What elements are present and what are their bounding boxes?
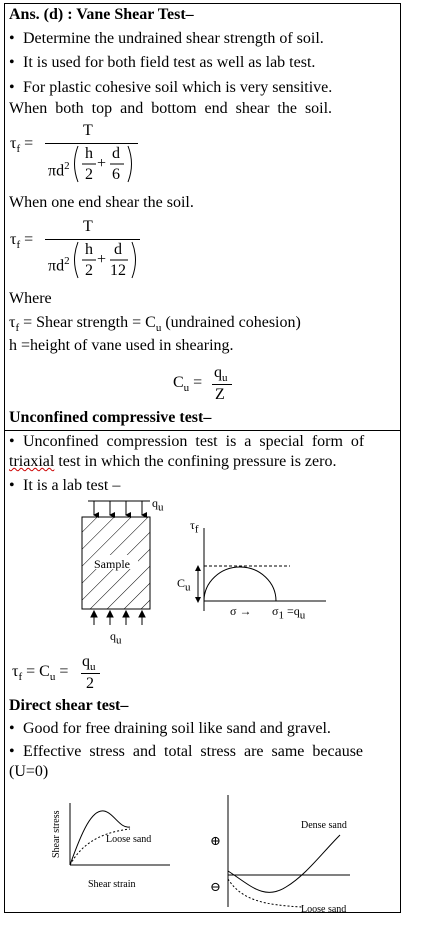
sigma1-label: $\sigma_1 =q_u$ [272, 604, 306, 622]
loose-sand-label-right: Loose sand [301, 904, 347, 915]
direct-heading: Direct shear test– [9, 697, 129, 714]
tau-axis-label: $\tau_f$ [190, 518, 199, 536]
direct-bullet-1: • Good for free draining soil like sand and gravel. [9, 720, 331, 737]
vane-bullet-3: • For plastic cohesive soil which is very sensitive. [9, 79, 333, 96]
tau-definition: $\tau_f$ = Shear strength = $C_u$ (undrained cohesion) [9, 314, 301, 335]
ucs-bullet-1-line-1: • Unconfined compression test is a special form of [9, 433, 365, 450]
direct-shear-diagrams [50, 795, 400, 915]
vane-one-end-text: When one end shear the soil. [9, 194, 194, 211]
vane-bullet-1: • Determine the undrained shear strength of soil. [9, 30, 324, 47]
qu-top-label: $q_u$ [152, 496, 164, 514]
plus-circle-icon: ⊕ [210, 833, 221, 848]
sample-label: Sample [94, 557, 130, 571]
section-divider [4, 430, 401, 431]
vane-bullet-2: • It is used for both field test as well as lab test. [9, 54, 316, 71]
bullet-icon: • [9, 743, 15, 760]
cu-label: $C_u$ [177, 576, 191, 594]
qu-bottom-label: $q_u$ [110, 629, 122, 647]
direct-bullet-2-line-1: • Effective stress and total stress are same because [9, 743, 364, 760]
sigma-axis-label: σ → [230, 604, 252, 618]
ucs-bullet-1-line-2: triaxial test in which the confining pressure is zero. [9, 453, 337, 470]
h-definition: h =height of vane used in shearing. [9, 337, 234, 354]
direct-bullet-2-line-2: (U=0) [9, 763, 49, 780]
bullet-icon: • [9, 433, 15, 450]
bullet-icon: • [9, 54, 15, 71]
dense-sand-label: Dense sand [301, 820, 347, 831]
ucs-heading: Unconfined compressive test– [9, 409, 212, 426]
vane-heading: Ans. (d) : Vane Shear Test– [9, 6, 194, 23]
loose-sand-label-left: Loose sand [106, 834, 152, 845]
shear-strain-axis-label: Shear strain [88, 879, 136, 890]
bullet-icon: • [9, 79, 15, 96]
ucs-bullet-2: • It is a lab test – [9, 477, 121, 494]
bullet-icon: • [9, 720, 15, 737]
vane-both-ends-text: When both top and bottom end shear the soil. [9, 100, 333, 117]
spelling-squiggle: triaxial [9, 453, 55, 470]
bullet-icon: • [9, 477, 15, 494]
shear-stress-axis-label: Shear stress [51, 810, 62, 858]
bullet-icon: • [9, 30, 15, 47]
where-label: Where [9, 290, 52, 307]
minus-circle-icon: ⊖ [210, 879, 221, 894]
